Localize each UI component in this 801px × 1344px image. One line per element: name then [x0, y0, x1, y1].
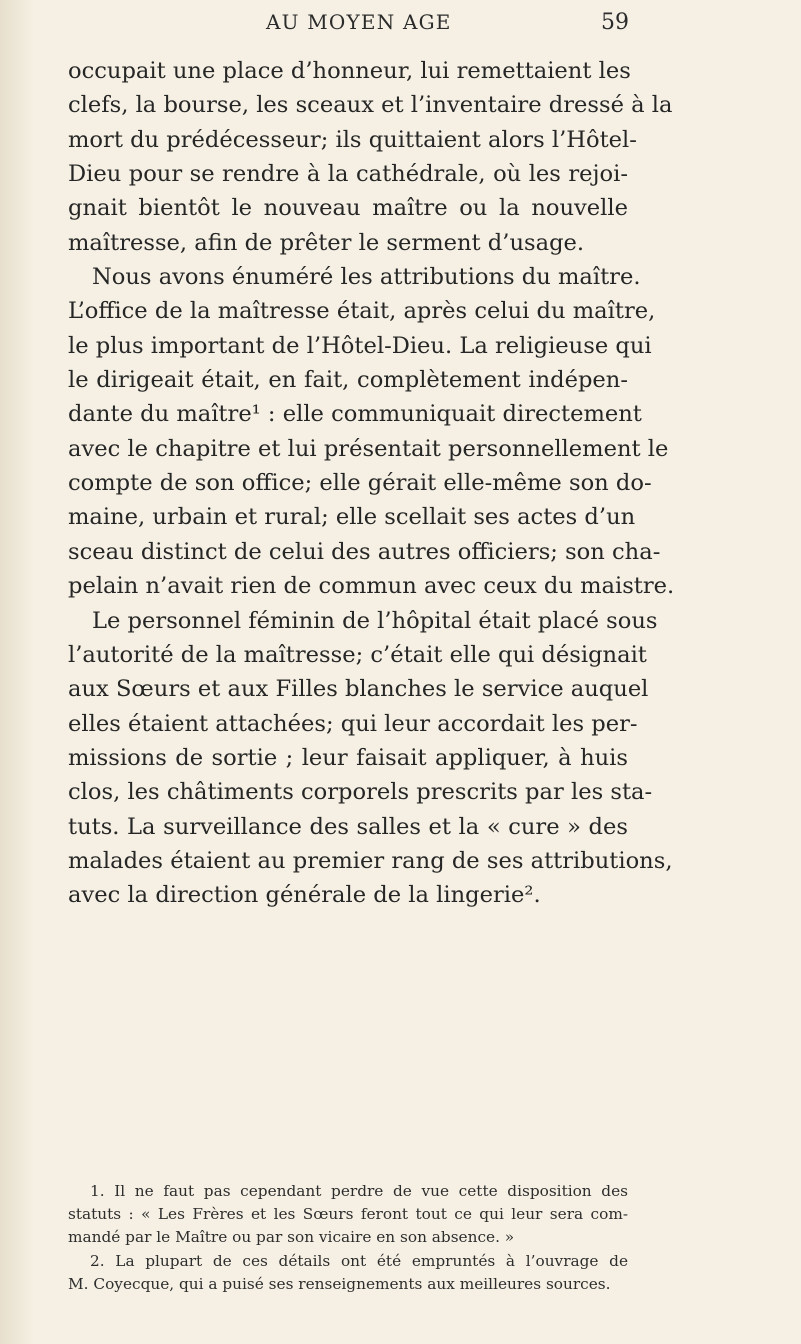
text-line: mort du prédécesseur; ils quittaient alors l’Hôtel-: [68, 126, 637, 153]
text-line: Dieu pour se rendre à la cathédrale, où les rejoi-: [68, 161, 628, 188]
text-line: compte de son office; elle gérait elle-même son do-: [68, 470, 652, 497]
footnotes: [68, 1180, 628, 1296]
text-line: occupait une place d’honneur, lui remettaient les: [68, 58, 631, 84]
footnote-line: 2. La plupart de ces détails ont été empruntés à l’ouvrage de: [90, 1251, 628, 1270]
text-line: pelain n’avait rien de commun avec ceux du maistre.: [68, 573, 675, 600]
text-line: maine, urbain et rural; elle scellait ses actes d’un: [68, 504, 636, 531]
text-line: avec la direction générale de la lingerie².: [68, 882, 541, 909]
text-line: clefs, la bourse, les sceaux et l’inventaire dressé à la: [68, 92, 673, 119]
text-line: maîtresse, afin de prêter le serment d’usage.: [68, 229, 585, 256]
text-line: L’office de la maîtresse était, après celui du maître,: [68, 298, 656, 325]
footnote-line: statuts : « Les Frères et les Sœurs feront tout ce qui leur sera com-: [68, 1205, 628, 1224]
text-line: missions de sortie ; leur faisait appliquer, à huis: [68, 744, 628, 771]
footnote-line: 1. Il ne faut pas cependant perdre de vue cette disposition des: [90, 1182, 628, 1200]
text-line: le plus important de l’Hôtel-Dieu. La religieuse qui: [68, 332, 652, 359]
text-line: malades étaient au premier rang de ses attributions,: [68, 847, 673, 874]
text-line: clos, les châtiments corporels prescrits par les sta-: [68, 779, 653, 806]
text-line: avec le chapitre et lui présentait personnellement le: [68, 435, 669, 462]
page-number: 59: [601, 10, 629, 35]
page-header: [0, 10, 801, 40]
footnote-line: mandé par le Maître ou par son vicaire en son absence. »: [68, 1228, 515, 1247]
text-line: Le personnel féminin de l’hôpital était placé sous: [92, 607, 658, 634]
text-line: tuts. La surveillance des salles et la « cure » des: [68, 813, 628, 840]
text-line: le dirigeait était, en fait, complètement indépen-: [68, 367, 628, 394]
body-text: [68, 54, 675, 913]
footnote-line: M. Coyecque, qui a puisé ses renseignements aux meilleures sources.: [68, 1274, 611, 1293]
text-line: Nous avons énuméré les attributions du maître.: [92, 264, 641, 291]
text-line: elles étaient attachées; qui leur accordait les per-: [68, 710, 638, 737]
text-line: l’autorité de la maîtresse; c’était elle qui désignait: [68, 641, 647, 668]
text-line: dante du maître¹ : elle communiquait directement: [68, 401, 642, 428]
text-line: gnait bientôt le nouveau maître ou la nouvelle: [68, 195, 628, 222]
binding-gutter-shadow: [0, 0, 34, 1344]
running-title: AU MOYEN AGE: [266, 10, 452, 34]
text-line: aux Sœurs et aux Filles blanches le service auquel: [68, 676, 649, 703]
text-line: sceau distinct de celui des autres officiers; son cha-: [68, 538, 661, 565]
